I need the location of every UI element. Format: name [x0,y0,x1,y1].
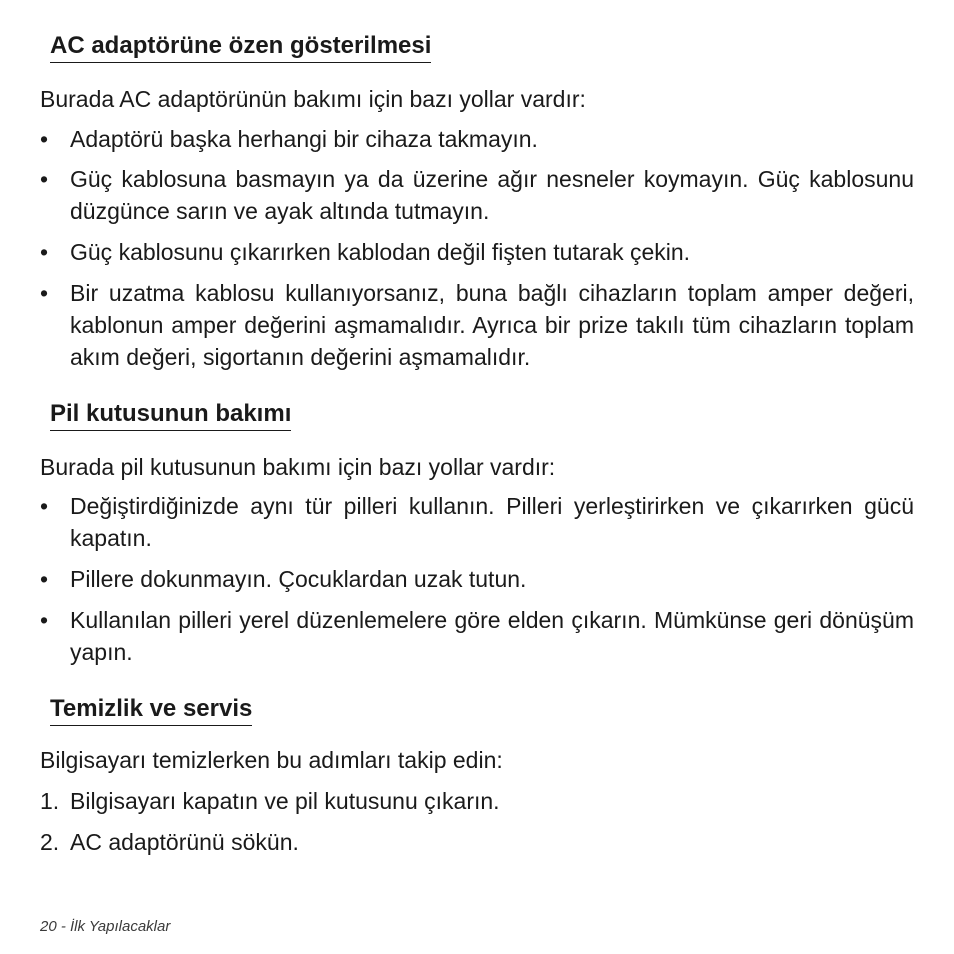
list-item [40,236,914,268]
list-item [40,490,914,554]
list-item-text: Bir uzatma kablosu kullanıyorsanız, buna bağlı cihazların toplam amper değeri, kablonun amper değerini aşmamalıdır. Ayrıca bir prize takılı tüm cihazların toplam akım değeri, sigortanın değerini aşmamalıdır. [70,280,914,370]
section-title-text: AC adaptörüne özen gösterilmesi [50,32,431,63]
bullet-marker: • [40,280,49,306]
section-title-text: Pil kutusunun bakımı [50,400,291,431]
section-title-cleaning [50,695,252,726]
section-intro: Bilgisayarı temizlerken bu adımları takip edin: [40,747,503,773]
list-item [40,604,914,668]
bullet-marker: • [40,493,49,519]
number-marker: 2. [40,829,60,855]
number-marker: 1. [40,788,60,814]
page-footer: 20 - İlk Yapılacaklar [40,918,171,935]
list-item [40,785,914,817]
list-item-text: Pillere dokunmayın. Çocuklardan uzak tutun. [70,566,527,592]
list-item-text: Adaptörü başka herhangi bir cihaza takmayın. [70,126,538,152]
section-intro: Burada AC adaptörünün bakımı için bazı yollar vardır: [40,86,586,112]
section-intro: Burada pil kutusunun bakımı için bazı yollar vardır: [40,454,556,480]
bullet-marker: • [40,566,49,592]
list-item [40,277,914,373]
list-item-text: Kullanılan pilleri yerel düzenlemelere göre elden çıkarın. Mümkünse geri dönüşüm yapın. [70,607,914,665]
section-title-text: Temizlik ve servis [50,695,252,726]
list-item-text: Değiştirdiğinizde aynı tür pilleri kullanın. Pilleri yerleştirirken ve çıkarırken gücü kapatın. [70,493,914,551]
bullet-marker: • [40,607,49,633]
list-item-text: Güç kablosunu çıkarırken kablodan değil fişten tutarak çekin. [70,239,691,265]
bullet-marker: • [40,126,49,152]
section-title-ac-adapter [50,32,431,63]
list-item [40,563,914,595]
bullet-marker: • [40,239,49,265]
list-item-text: AC adaptörünü sökün. [70,829,299,855]
list-item [40,163,914,227]
list-item [40,826,914,858]
list-item-text: Güç kablosuna basmayın ya da üzerine ağır nesneler koymayın. Güç kablosunu düzgünce sarın ve ayak altında tutmayın. [70,166,914,224]
list-item-text: Bilgisayarı kapatın ve pil kutusunu çıkarın. [70,788,500,814]
section-title-battery [50,400,291,431]
bullet-marker: • [40,166,49,192]
list-item [40,123,914,155]
